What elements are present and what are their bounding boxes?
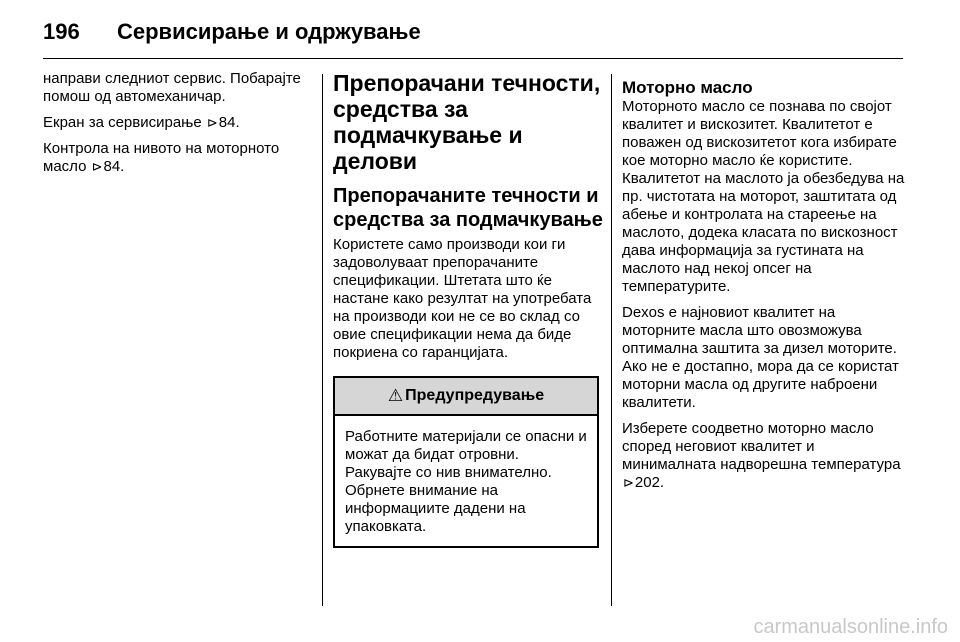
subheading-fluids-lubricants: Препорачаните течности и средства за подмачкување — [333, 185, 603, 231]
warning-title: Предупредување — [405, 387, 545, 404]
warning-triangle-icon: ⚠ — [387, 386, 404, 405]
arrow-ref-icon: ⊳ — [206, 115, 218, 130]
warning-header — [335, 378, 597, 416]
paragraph-text: Изберете соодветно моторно масло според неговиот квалитет и минималната надворешна температура — [622, 420, 901, 473]
heading-engine-oil: Моторно масло — [622, 78, 753, 97]
arrow-ref-icon: ⊳ — [91, 159, 103, 174]
column-1 — [43, 70, 311, 184]
warning-text: Работните материјали се опасни и можат да бидат отровни. Ракувајте со нив внимателно. Обрнете внимание на информациите дадени на упаковката. — [345, 428, 587, 535]
paragraph-select-oil — [622, 420, 907, 492]
page-ref-link[interactable]: 84. — [103, 158, 125, 175]
page-ref-link[interactable]: 84. — [218, 114, 240, 131]
page-ref-link[interactable]: 202. — [634, 474, 665, 491]
section-title: Сервисирање и одржување — [117, 19, 421, 44]
column-divider — [611, 74, 612, 606]
paragraph: Моторното масло се познава по својот квалитет и вискозитет. Квалитетот е поважен од вискозитетот кога избирате кое моторно масло ќе користите. Квалитетот на маслото ја обезбедува на пр. чистотата на моторот, заштитата од абење и контролата на стареење на маслото, додека класата по вискозност дава информација за густината на маслото над некој опсег на температурите. — [622, 98, 905, 295]
page-number: 196 — [43, 19, 80, 44]
paragraph-service-display — [43, 114, 311, 132]
paragraph-text: Контрола на нивото на моторното масло — [43, 140, 280, 175]
paragraph-dexos: Dexos е најновиот квалитет на моторните масла што овозможува оптимална заштита за дизел моторите. Ако не е достапно, мора да се користат моторни масла од другите наброени квалитети. — [622, 304, 899, 411]
paragraph-oil-level — [43, 140, 311, 176]
watermark: carmanualsonline.info — [753, 616, 948, 638]
warning-box — [333, 376, 599, 548]
arrow-ref-icon: ⊳ — [623, 475, 634, 490]
column-3 — [622, 78, 907, 500]
paragraph: Користете само производи кои ги задоволуваат препорачаните спецификации. Штетата што ќе настане како резултат на употребата на производи кои не се во склад со овие спецификации нема да биде покриена со гаранцијата. — [333, 236, 592, 361]
paragraph: направи следниот сервис. Побарајте помош од автомеханичар. — [43, 70, 301, 105]
header-divider — [43, 58, 903, 59]
heading-recommended-fluids: Препорачани течности, средства за подмачкување и делови — [333, 70, 601, 174]
column-2 — [333, 70, 603, 548]
column-divider — [322, 74, 323, 606]
page-header — [43, 10, 903, 54]
paragraph-text: Екран за сервисирање — [43, 114, 202, 131]
